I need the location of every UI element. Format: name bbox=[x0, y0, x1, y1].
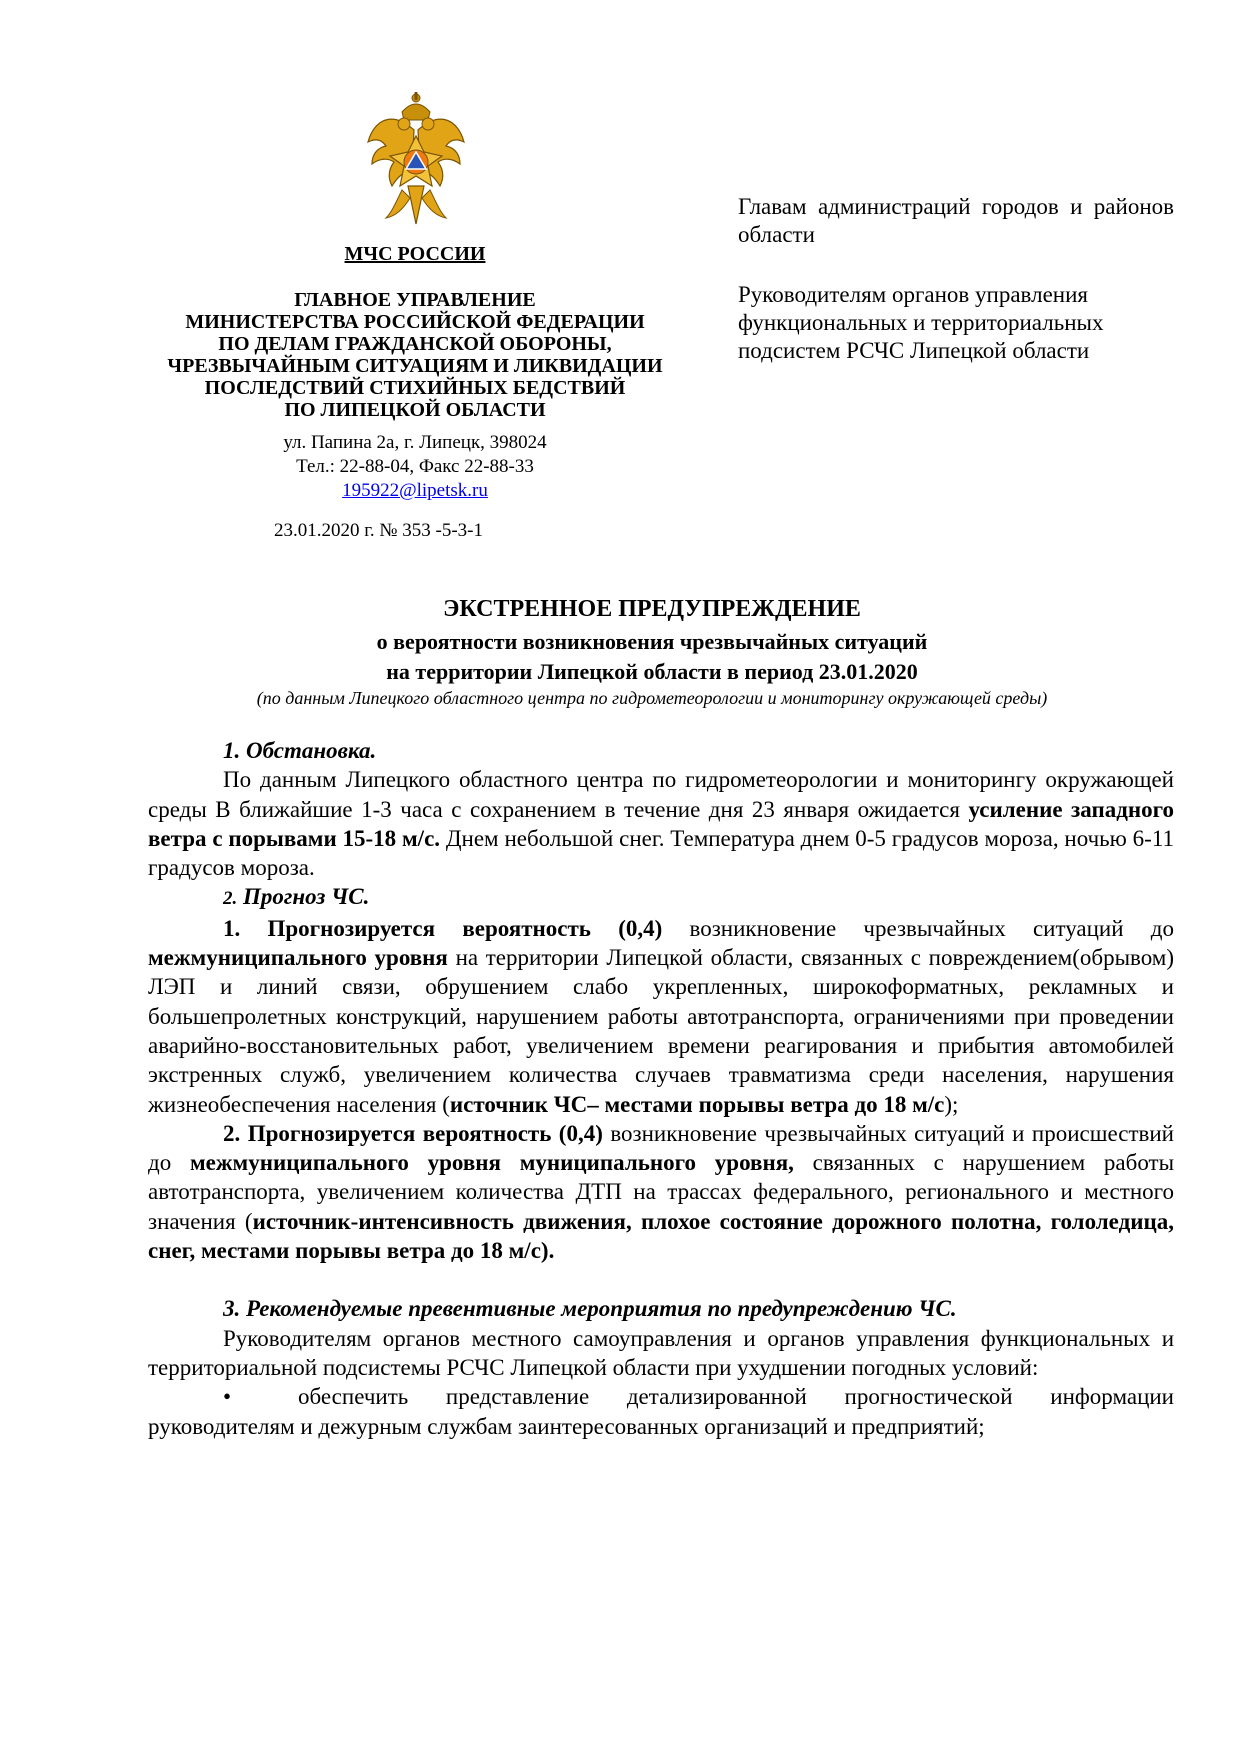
bullet-icon: • bbox=[223, 1384, 232, 1410]
document-body bbox=[148, 736, 1174, 1441]
recipient-line: подсистем РСЧС Липецкой области bbox=[738, 338, 1090, 363]
org-line: МИНИСТЕРСТВА РОССИЙСКОЙ ФЕДЕРАЦИИ bbox=[185, 311, 645, 333]
section-3-title: 3. Рекомендуемые превентивные мероприятия по предупреждению ЧС. bbox=[223, 1296, 957, 1322]
forecast-paragraph-1: 1. Прогнозируется вероятность (0,4) возникновение чрезвычайных ситуаций до межмуниципального уровня на территории Липецкой области, связанных с повреждением(обрывом) ЛЭП и линий связи, обрушением слабо укрепленных, широкоформатных, рекламных и большепролетных конструкций, нарушением работы автотранспорта, ограничениями при проведении аварийно-восстановительных работ, увеличением времени реагирования и прибытия автомобилей экстренных служб, увеличением количества случаев травматизма среди населения, нарушения жизнеобеспечения населения (источник ЧС– местами порывы ветра до 18 м/с); bbox=[148, 915, 1174, 1117]
section-1-text: По данным Липецкого областного центра по гидрометеорологии и мониторингу окружающей среды В ближайшие 1-3 часа с сохранением в течение дня 23 января ожидается усиление западного ветра с порывами 15-18 м/с. Днем небольшой снег. Температура днем 0-5 градусов мороза, ночью 6-11 градусов мороза. bbox=[148, 767, 1174, 881]
phone-fax: Тел.: 22-88-04, Факс 22-88-33 bbox=[296, 456, 534, 477]
org-line: ПО ДЕЛАМ ГРАЖДАНСКОЙ ОБОРОНЫ, bbox=[218, 333, 612, 355]
forecast-paragraph-2: 2. Прогнозируется вероятность (0,4) возникновение чрезвычайных ситуаций и происшествий до межмуниципального уровня муниципального уровня, связанных с нарушением работы автотранспорта, увеличением количества ДТП на трассах федерального, регионального и местного значения (источник-интенсивность движения, плохое состояние дорожного полотна, гололедица, снег, местами порывы ветра до 18 м/с). bbox=[148, 1120, 1175, 1264]
org-line: ЧРЕЗВЫЧАЙНЫМ СИТУАЦИЯМ И ЛИКВИДАЦИИ bbox=[167, 355, 663, 377]
org-line: ГЛАВНОЕ УПРАВЛЕНИЕ bbox=[294, 289, 536, 311]
section-2-title: 2. Прогноз ЧС. bbox=[223, 884, 370, 910]
warning-title: ЭКСТРЕННОЕ ПРЕДУПРЕЖДЕНИЕ bbox=[443, 596, 861, 622]
warning-source: (по данным Липецкого областного центра по гидрометеорологии и мониторингу окружающей среды) bbox=[256, 688, 1048, 708]
list-item: • обеспечить представление детализированной прогностической информации руководителям и дежурным службам заинтересованных организаций и предприятий; bbox=[148, 1384, 1174, 1439]
recipient-managers bbox=[738, 281, 1174, 365]
recipient-line: Руководителям органов управления bbox=[738, 282, 1088, 307]
org-line: ПО ЛИПЕЦКОЙ ОБЛАСТИ bbox=[284, 399, 546, 421]
section-3-intro: Руководителям органов местного самоуправления и органов управления функциональных и территориальной подсистемы РСЧС Липецкой области при ухудшении погодных условий: bbox=[148, 1325, 1174, 1380]
warning-subtitle-2: на территории Липецкой области в период 23.01.2020 bbox=[386, 659, 918, 684]
document-number: 23.01.2020 г. № 353 -5-3-1 bbox=[274, 520, 484, 541]
mchs-emblem-icon bbox=[362, 90, 470, 232]
warning-subtitle-1: о вероятности возникновения чрезвычайных ситуаций bbox=[376, 629, 928, 654]
recipient-line: функциональных и территориальных bbox=[738, 310, 1104, 335]
section-1-title: 1. Обстановка. bbox=[223, 738, 377, 763]
contact-block bbox=[130, 431, 700, 503]
org-name-block bbox=[130, 289, 700, 421]
org-line: ПОСЛЕДСТВИЙ СТИХИЙНЫХ БЕДСТВИЙ bbox=[204, 377, 626, 399]
email-link[interactable]: 195922@lipetsk.ru bbox=[342, 480, 488, 501]
org-title: МЧС РОССИИ bbox=[344, 243, 486, 265]
address: ул. Папина 2а, г. Липецк, 398024 bbox=[283, 432, 547, 453]
recipient-heads: Главам администраций городов и районов области bbox=[738, 194, 1174, 247]
